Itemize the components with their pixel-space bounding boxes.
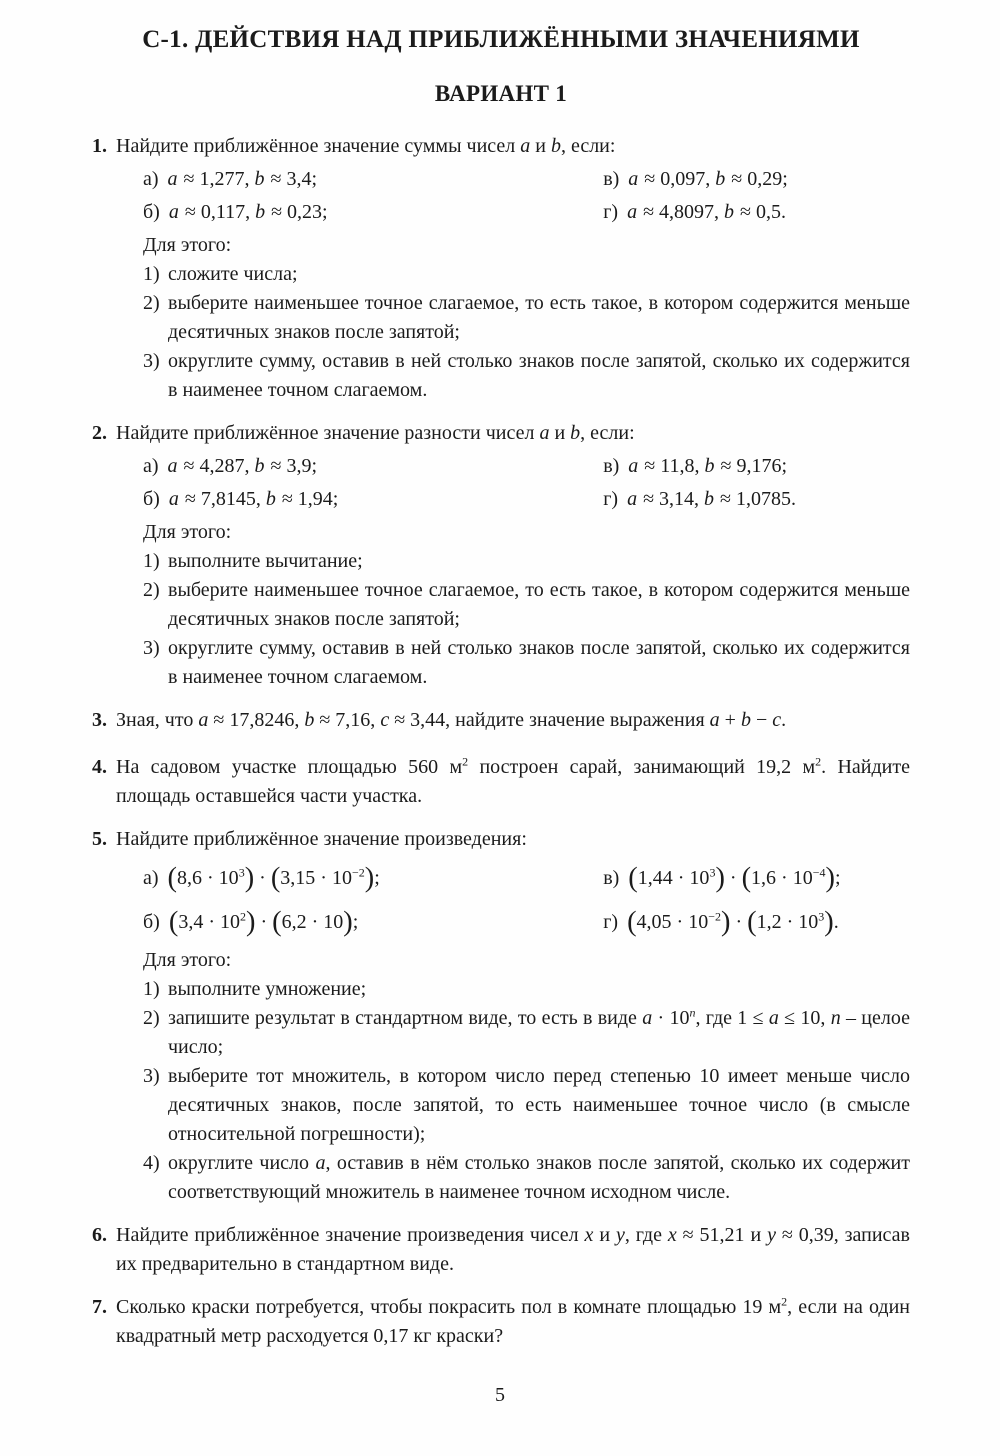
problem-number: 4. xyxy=(92,756,107,778)
problem-body xyxy=(116,419,910,692)
step-4 xyxy=(116,1149,910,1207)
step-label: 3) xyxy=(143,1065,160,1087)
page-number: 5 xyxy=(495,1384,505,1406)
step-text: выберите тот множитель, в котором число перед степенью 10 имеет меньше число десятичных знаков, после запятой, то есть наименьшее точное число (в смысле относительной погрешности); xyxy=(168,1065,910,1145)
option-b xyxy=(143,196,603,229)
option-formula: $(1,44 \cdot 10^3) \cdot (1,6 \cdot 10^{-4})$; xyxy=(628,862,841,894)
option-formula: a ≈ 3,14, b ≈ 1,0785. xyxy=(627,488,797,510)
problems-list xyxy=(92,132,910,1351)
problem-body xyxy=(116,825,910,1207)
steps-list xyxy=(116,260,910,405)
step-text: запишите результат в стандартном виде, то есть в виде $a \cdot 10^n$, где 1 ≤ a ≤ 10, n – целое число; xyxy=(168,1005,910,1058)
problem-body xyxy=(116,753,910,811)
option-label: а) xyxy=(143,455,159,477)
option-a xyxy=(143,163,603,196)
step-label: 2) xyxy=(143,579,160,601)
option-a xyxy=(143,450,603,483)
problem-5 xyxy=(92,825,910,1207)
problem-options xyxy=(116,163,910,229)
option-formula: a ≈ 0,097, b ≈ 0,29; xyxy=(628,168,788,190)
problem-text: Найдите приближённое значение произведения: xyxy=(116,828,527,850)
option-formula: $(4,05 \cdot 10^{-2}) \cdot (1,2 \cdot 10^3)$. xyxy=(627,906,839,938)
step-label: 3) xyxy=(143,350,160,372)
step-text: округлите сумму, оставив в ней столько знаков после запятой, сколько их содержится в наименее точном слагаемом. xyxy=(168,637,910,688)
option-label: в) xyxy=(603,168,620,190)
step-label: 4) xyxy=(143,1152,160,1174)
step-label: 1) xyxy=(143,263,160,285)
option-formula: a ≈ 7,8145, b ≈ 1,94; xyxy=(168,488,339,510)
step-text: выполните умножение; xyxy=(168,978,367,1000)
step-3 xyxy=(116,347,910,405)
steps-list xyxy=(116,975,910,1207)
steps-intro: Для этого: xyxy=(143,234,232,256)
step-text: округлите число a, оставив в нём столько знаков после запятой, сколько их содержит соответствующий множитель в наименее точном исходном числе. xyxy=(168,1152,910,1203)
problem-text: На садовом участке площадью 560 $м^2$ построен сарай, занимающий 19,2 $м^2$. Найдите площадь оставшейся части участка. xyxy=(116,754,910,807)
problem-text: Найдите приближённое значение разности чисел a и b, если: xyxy=(116,422,635,444)
step-3 xyxy=(116,634,910,692)
problem-7 xyxy=(92,1293,910,1351)
option-label: б) xyxy=(143,488,160,510)
problem-2 xyxy=(92,419,910,692)
problem-text: Зная, что a ≈ 17,8246, b ≈ 7,16, c ≈ 3,44, найдите значение выражения a + b − c. xyxy=(116,709,787,731)
problem-text: Сколько краски потребуется, чтобы покрасить пол в комнате площадью 19 $м^2$, если на один квадратный метр расходуется 0,17 кг краски? xyxy=(116,1294,910,1347)
option-v xyxy=(603,163,910,196)
problem-1 xyxy=(92,132,910,405)
problem-number: 5. xyxy=(92,828,107,850)
option-label: а) xyxy=(143,168,159,190)
steps-list xyxy=(116,547,910,692)
option-label: в) xyxy=(603,455,620,477)
problem-number: 1. xyxy=(92,135,107,157)
problem-body xyxy=(116,706,910,735)
variant-heading: ВАРИАНТ 1 xyxy=(434,81,568,106)
option-b xyxy=(143,483,603,516)
option-g xyxy=(603,196,910,229)
option-formula: a ≈ 4,287, b ≈ 3,9; xyxy=(167,455,318,477)
option-formula: a ≈ 4,8097, b ≈ 0,5. xyxy=(627,201,787,223)
step-text: округлите сумму, оставив в ней столько знаков после запятой, сколько их содержится в наименее точном слагаемом. xyxy=(168,350,910,401)
option-formula: a ≈ 0,117, b ≈ 0,23; xyxy=(168,201,328,223)
step-2 xyxy=(116,289,910,347)
problem-text: Найдите приближённое значение произведения чисел x и y, где x ≈ 51,21 и y ≈ 0,39, записав их предварительно в стандартном виде. xyxy=(116,1224,910,1275)
step-text: сложите числа; xyxy=(168,263,298,285)
step-label: 3) xyxy=(143,637,160,659)
option-formula: $(8,6 \cdot 10^3) \cdot (3,15 \cdot 10^{-2})$; xyxy=(167,862,380,894)
problem-body xyxy=(116,1293,910,1351)
step-text: выберите наименьшее точное слагаемое, то есть такое, в котором содержится меньше десятичных знаков после запятой; xyxy=(168,292,910,343)
option-label: г) xyxy=(603,201,619,223)
option-formula: $(3,4 \cdot 10^2) \cdot (6,2 \cdot 10)$; xyxy=(168,906,359,938)
problem-options xyxy=(116,856,910,944)
step-2 xyxy=(116,576,910,634)
option-label: б) xyxy=(143,911,160,933)
option-g xyxy=(603,483,910,516)
problem-body xyxy=(116,1221,910,1279)
problem-number: 3. xyxy=(92,709,107,731)
problem-3 xyxy=(92,706,910,735)
option-b xyxy=(143,900,603,944)
step-1 xyxy=(116,260,910,289)
option-label: в) xyxy=(603,867,620,889)
problem-6 xyxy=(92,1221,910,1279)
problem-number: 7. xyxy=(92,1296,107,1318)
step-label: 2) xyxy=(143,1007,160,1029)
problem-number: 2. xyxy=(92,422,107,444)
option-formula: a ≈ 11,8, b ≈ 9,176; xyxy=(628,455,788,477)
option-a xyxy=(143,856,603,900)
option-label: б) xyxy=(143,201,160,223)
step-1 xyxy=(116,547,910,576)
option-label: г) xyxy=(603,488,619,510)
steps-intro: Для этого: xyxy=(143,521,232,543)
step-2 xyxy=(116,1004,910,1062)
step-label: 1) xyxy=(143,550,160,572)
problem-body xyxy=(116,132,910,405)
option-formula: a ≈ 1,277, b ≈ 3,4; xyxy=(167,168,318,190)
problem-number: 6. xyxy=(92,1224,107,1246)
step-text: выберите наименьшее точное слагаемое, то есть такое, в котором содержится меньше десятичных знаков после запятой; xyxy=(168,579,910,630)
step-3 xyxy=(116,1062,910,1149)
step-label: 2) xyxy=(143,292,160,314)
option-v xyxy=(603,450,910,483)
problem-text: Найдите приближённое значение суммы чисел a и b, если: xyxy=(116,135,616,157)
page-title: С-1. ДЕЙСТВИЯ НАД ПРИБЛИЖЁННЫМИ ЗНАЧЕНИЯМИ xyxy=(142,26,860,53)
step-label: 1) xyxy=(143,978,160,1000)
step-1 xyxy=(116,975,910,1004)
step-text: выполните вычитание; xyxy=(168,550,363,572)
problem-options xyxy=(116,450,910,516)
problem-4 xyxy=(92,753,910,811)
steps-intro: Для этого: xyxy=(143,949,232,971)
option-v xyxy=(603,856,910,900)
option-g xyxy=(603,900,910,944)
option-label: а) xyxy=(143,867,159,889)
option-label: г) xyxy=(603,911,619,933)
